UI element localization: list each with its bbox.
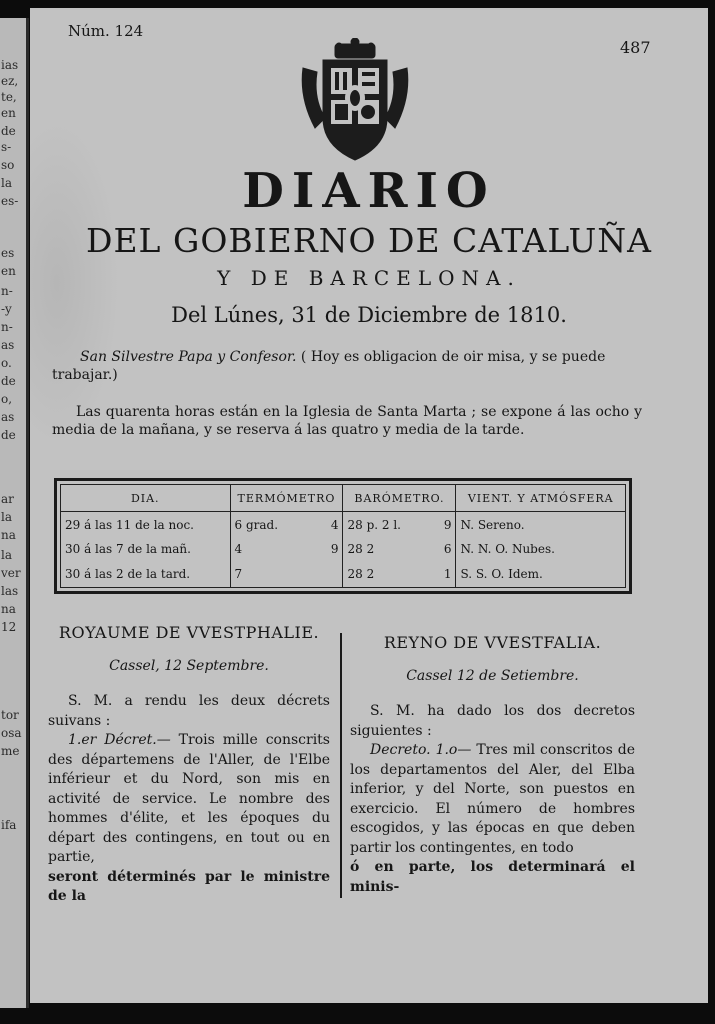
column-divider bbox=[340, 633, 342, 898]
spanish-dateline: Cassel 12 de Setiembre. bbox=[406, 667, 579, 684]
cell-dia: 30 á las 7 de la mañ. bbox=[61, 537, 231, 562]
left-page-fragment: 12 bbox=[1, 620, 17, 634]
issue-number: Núm. 124 bbox=[68, 22, 144, 40]
left-page-fragment: ifa bbox=[1, 818, 17, 832]
cell-baro-frac: 9 bbox=[433, 512, 456, 538]
spanish-decree bbox=[350, 741, 635, 858]
left-page-fragment: en bbox=[1, 264, 16, 278]
previous-page-edge bbox=[0, 18, 29, 1008]
left-page-fragment: las bbox=[1, 584, 19, 598]
saint-name: San Silvestre Papa y Confesor. bbox=[80, 349, 297, 365]
left-page-fragment: as bbox=[1, 338, 15, 352]
cell-wind: N. Sereno. bbox=[456, 512, 626, 538]
cell-wind: S. S. O. Idem. bbox=[456, 562, 626, 588]
french-decree bbox=[48, 731, 330, 868]
cell-baro: 28 p. 2 l. bbox=[343, 512, 433, 538]
left-page-fragment: o, bbox=[1, 392, 13, 406]
left-page-fragment: -y bbox=[1, 302, 12, 316]
left-page-fragment: ar bbox=[1, 492, 14, 506]
left-page-fragment: de bbox=[1, 428, 16, 442]
cell-temp-frac bbox=[316, 562, 343, 588]
newspaper-subtitle-city: Y DE BARCELONA. bbox=[217, 266, 521, 290]
cell-temp: 7 bbox=[230, 562, 316, 588]
french-last-line: seront déterminés par le ministre de la bbox=[48, 868, 330, 904]
cell-wind: N. N. O. Nubes. bbox=[456, 537, 626, 562]
weather-row bbox=[61, 512, 626, 538]
french-intro: S. M. a rendu les deux décrets suivans : bbox=[48, 693, 330, 729]
left-page-fragment: as bbox=[1, 410, 15, 424]
left-page-fragment: osa bbox=[1, 726, 22, 740]
left-page-fragment: te, bbox=[1, 90, 17, 104]
left-page-fragment: la bbox=[1, 510, 12, 524]
left-page-fragment: la bbox=[1, 548, 12, 562]
french-column bbox=[48, 623, 330, 907]
cell-temp-frac: 4 bbox=[316, 512, 343, 538]
left-page-fragment: me bbox=[1, 744, 20, 758]
left-page-fragment: tor bbox=[1, 708, 19, 722]
left-page-fragment: es bbox=[1, 246, 15, 260]
header-thermometer: TERMÓMETRO bbox=[230, 485, 343, 512]
left-page-fragment: de bbox=[1, 124, 16, 138]
newspaper-page bbox=[30, 8, 708, 1003]
left-page-fragment: ver bbox=[1, 566, 21, 580]
cell-dia: 30 á las 2 de la tard. bbox=[61, 562, 231, 588]
header-dia: DIA. bbox=[61, 485, 231, 512]
left-page-fragment: so bbox=[1, 158, 15, 172]
spanish-last-line: ó en parte, los determinará el minis- bbox=[350, 859, 635, 895]
left-page-fragment: na bbox=[1, 528, 16, 542]
cell-temp-frac: 9 bbox=[316, 537, 343, 562]
spanish-decree-body: Tres mil conscritos de los departamentos del Aler, del Elba inferior, y del Norte, son puestos en exercicio. El número de hombres escogidos, y las épocas en que deben partir los contingentes, en todo bbox=[350, 742, 635, 856]
cell-baro-frac: 6 bbox=[433, 537, 456, 562]
left-page-fragment: en bbox=[1, 106, 16, 120]
left-page-fragment: ez, bbox=[1, 74, 19, 88]
coat-of-arms-icon bbox=[295, 38, 415, 163]
left-page-fragment: na bbox=[1, 602, 16, 616]
issue-date: Del Lúnes, 31 de Diciembre de 1810. bbox=[171, 303, 567, 327]
mass-obligation: ( Hoy es obligacion de oir misa, y se puede trabajar.) bbox=[52, 349, 606, 383]
cell-baro: 28 2 bbox=[343, 537, 433, 562]
newspaper-title: DIARIO bbox=[242, 163, 496, 219]
saint-notice bbox=[52, 348, 642, 384]
spanish-decree-label: Decreto. 1.o— bbox=[370, 742, 472, 758]
french-heading: ROYAUME DE VVESTPHALIE. bbox=[58, 623, 320, 642]
spanish-intro: S. M. ha dado los dos decretos siguientes : bbox=[350, 703, 635, 739]
left-page-fragment: o. bbox=[1, 356, 12, 370]
header-barometer: BARÓMETRO. bbox=[343, 485, 456, 512]
weather-row bbox=[61, 562, 626, 588]
spanish-heading: REYNO DE VVESTFALIA. bbox=[383, 633, 602, 652]
cell-baro-frac: 1 bbox=[433, 562, 456, 588]
newspaper-subtitle: DEL GOBIERNO DE CATALUÑA bbox=[86, 221, 652, 260]
spanish-column bbox=[350, 633, 635, 897]
cell-temp: 4 bbox=[230, 537, 316, 562]
left-page-fragment: n- bbox=[1, 284, 13, 298]
cell-dia: 29 á las 11 de la noc. bbox=[61, 512, 231, 538]
weather-row bbox=[61, 537, 626, 562]
cell-temp: 6 grad. bbox=[230, 512, 316, 538]
french-decree-body: Trois mille conscrits des départemens de l'Aller, de l'Elbe inférieur et du Nord, son mis en activité de service. Le nombre des hommes d'élite, et les époques du départ des contingens, en tout ou en partie, bbox=[48, 732, 330, 865]
header-wind: VIENT. Y ATMÓSFERA bbox=[456, 485, 626, 512]
french-dateline: Cassel, 12 Septembre. bbox=[109, 657, 269, 674]
left-page-fragment: s- bbox=[1, 140, 12, 154]
french-decree-label: 1.er Décret.— bbox=[68, 732, 171, 748]
left-page-fragment: la bbox=[1, 176, 12, 190]
page-number: 487 bbox=[620, 38, 651, 57]
left-page-fragment: n- bbox=[1, 320, 13, 334]
left-page-fragment: ias bbox=[1, 58, 19, 72]
forty-hours-notice: Las quarenta horas están en la Iglesia de Santa Marta ; se expone á las ocho y media de la mañana, y se reserva á las quatro y media de la tarde. bbox=[52, 404, 642, 438]
cell-baro: 28 2 bbox=[343, 562, 433, 588]
left-page-fragment: es- bbox=[1, 194, 19, 208]
weather-table bbox=[54, 478, 632, 594]
left-page-fragment: de bbox=[1, 374, 16, 388]
